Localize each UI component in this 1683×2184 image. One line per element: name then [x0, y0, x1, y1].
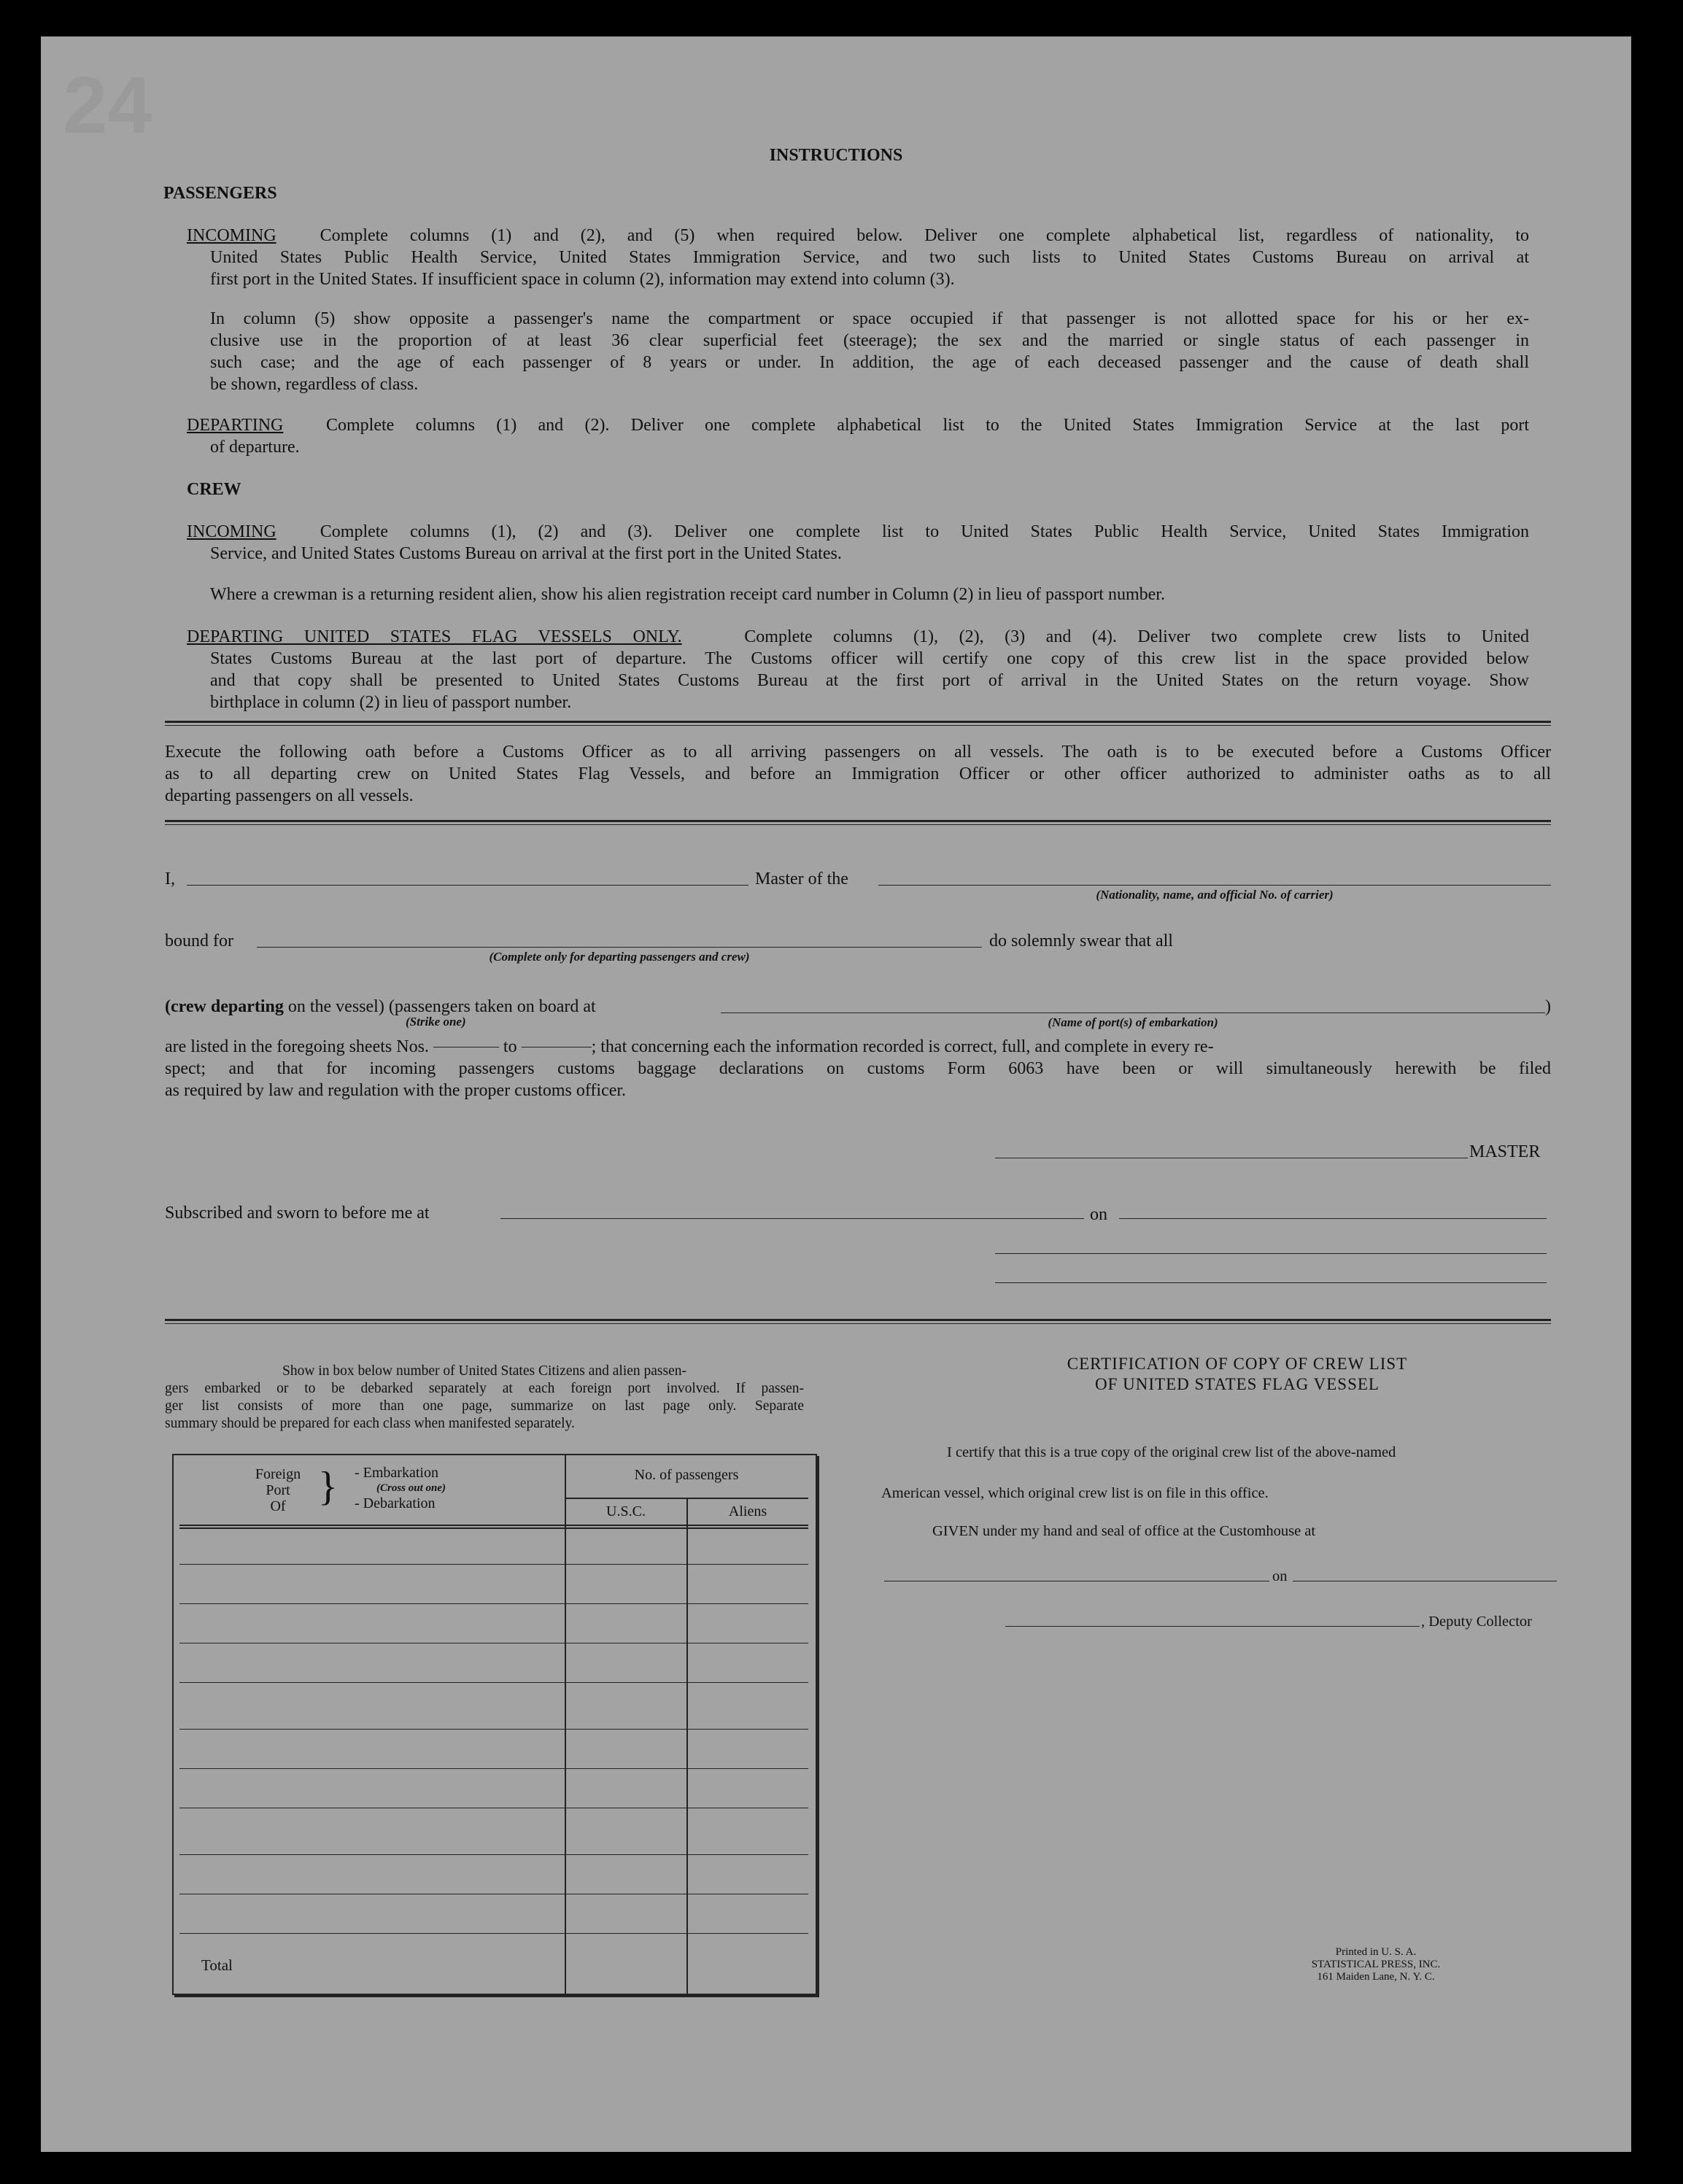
oath-intro-line3: departing passengers on all vessels. [165, 786, 414, 805]
passengers-incoming-label: INCOMING [187, 226, 276, 245]
oath-port-caption: (Name of port(s) of embarkation) [1048, 1015, 1218, 1029]
oath-intro-line1: Execute the following oath before a Customs Officer as to all arriving passengers on all vessels. The oath is to be executed before a Customs Officer [165, 743, 1551, 762]
oath-sheet-to-field[interactable] [522, 1047, 592, 1048]
summary-brace: } [318, 1464, 338, 1509]
summary-row-line [179, 1854, 808, 1855]
summary-instructions-line3: ger list consists of more than one page, summarize on last page only. Separate [165, 1398, 804, 1414]
passengers-col5-block [210, 308, 1529, 395]
master-label: MASTER [1469, 1142, 1541, 1161]
passengers-col5-line4: be shown, regardless of class. [210, 375, 419, 394]
summary-of: Of [270, 1498, 286, 1514]
passengers-incoming-line3: first port in the United States. If insufficient space in column (2), information may extend into column (3). [210, 270, 955, 289]
summary-total-label: Total [201, 1956, 233, 1974]
crew-incoming-label: INCOMING [187, 522, 276, 541]
divider-oath [165, 820, 1551, 825]
passengers-col5-line1: In column (5) show opposite a passenger's name the compartment or space occupied if that passenger is not allotted space for his or her ex- [210, 309, 1529, 328]
summary-row-line [179, 1933, 808, 1934]
deputy-signature-field[interactable] [1005, 1626, 1420, 1627]
oath-close-paren: ) [1545, 997, 1551, 1016]
subscribed-date-field[interactable] [1119, 1218, 1547, 1219]
crew-alien-note: Where a crewman is a returning resident alien, show his alien registration receipt card number in Column (2) in lieu of passport number. [210, 585, 1165, 604]
certification-given: GIVEN under my hand and seal of office at the Customhouse at [932, 1523, 1316, 1539]
printer-imprint [1274, 1946, 1478, 1983]
summary-header-rule-1 [179, 1525, 808, 1526]
divider-bottom [165, 1319, 1551, 1324]
oath-vessel-line [165, 996, 596, 1018]
certification-certify-line2: American vessel, which original crew list is on file in this office. [881, 1485, 1269, 1501]
passengers-incoming-block [187, 225, 1529, 290]
oath-bound-caption: (Complete only for departing passengers and crew) [489, 950, 750, 964]
passengers-col5-line3: such case; and the age of each passenger of 8 years or under. In addition, the age of each deceased passenger and the cause of death shall [210, 353, 1529, 372]
printer-line3: 161 Maiden Lane, N. Y. C. [1317, 1971, 1435, 1983]
summary-instructions-line1: Show in box below number of United States Citizens and alien passen- [282, 1363, 687, 1379]
oath-carrier-field[interactable] [878, 885, 1551, 886]
certification-title [916, 1354, 1558, 1395]
oath-bound-for: bound for [165, 932, 233, 950]
passengers-departing-line2: of departure. [210, 438, 300, 457]
oath-listed-line [165, 1036, 1551, 1058]
subscribed-label: Subscribed and sworn to before me at [165, 1204, 430, 1223]
officer-title-field[interactable] [995, 1282, 1547, 1283]
crew-departing-block [187, 626, 1529, 713]
form-page [41, 36, 1631, 2152]
crew-departing-line2: States Customs Bureau at the last port of departure. The Customs officer will certify one copy of this crew list in the space provided below [210, 649, 1529, 668]
oath-intro [165, 741, 1551, 807]
oath-swear: do solemnly swear that all [989, 932, 1173, 950]
oath-line3: as required by law and regulation with the proper customs officer. [165, 1081, 627, 1100]
oath-listed-a: are listed in the foregoing sheets Nos. [165, 1037, 429, 1056]
crew-departing-line4: birthplace in column (2) in lieu of passport number. [210, 693, 572, 712]
oath-line2: spect; and that for incoming passengers customs baggage declarations on customs Form 6063 have been or will simultaneously herewith be filed [165, 1059, 1551, 1078]
summary-debarkation: - Debarkation [355, 1495, 436, 1511]
summary-embark-debark [355, 1465, 552, 1511]
crew-departing-line3: and that copy shall be presented to United States Customs Bureau at the first port of arrival in the United States on the return voyage. Show [210, 671, 1529, 690]
passengers-departing-line1: Complete columns (1) and (2). Deliver one complete alphabetical list to the United States Immigration Service at the last port [325, 416, 1530, 435]
passengers-departing-block [187, 414, 1529, 458]
certification-on: on [1272, 1568, 1288, 1584]
oath-intro-line2: as to all departing crew on United States Flag Vessels, and before an Immigration Officer or other officer authorized to administer oaths as to all [165, 764, 1551, 783]
summary-row-line [179, 1682, 808, 1683]
certification-title-line1: CERTIFICATION OF COPY OF CREW LIST [1067, 1355, 1408, 1373]
oath-name-field[interactable] [187, 885, 748, 886]
certification-deputy: , Deputy Collector [1421, 1614, 1533, 1630]
oath-on-vessel[interactable]: on the vessel) (passengers taken on board at [287, 997, 596, 1016]
crew-incoming-line2: Service, and United States Customs Bureau on arrival at the first port in the United States. [210, 544, 842, 563]
oath-master-of-the: Master of the [755, 870, 848, 888]
oath-sheet-from-field[interactable] [433, 1047, 499, 1048]
certification-title-line2: OF UNITED STATES FLAG VESSEL [1095, 1375, 1380, 1393]
officer-signature-field[interactable] [995, 1253, 1547, 1254]
summary-embarkation: - Embarkation [355, 1465, 438, 1481]
page-title: INSTRUCTIONS [769, 146, 903, 165]
passengers-heading: PASSENGERS [163, 184, 277, 203]
summary-aliens-header: Aliens [728, 1503, 767, 1519]
oath-listed-to: to [503, 1037, 517, 1056]
oath-carrier-caption: (Nationality, name, and official No. of carrier) [1096, 888, 1334, 902]
oath-listed-b: ; that concerning each the information recorded is correct, full, and complete in every re- [591, 1037, 1214, 1056]
passengers-incoming-line1: Complete columns (1) and (2), and (5) when required below. Deliver one complete alphabetical list, regardless of nationality, to [320, 226, 1530, 245]
summary-instructions [165, 1363, 804, 1433]
oath-strike-caption: (Strike one) [406, 1015, 466, 1029]
oath-i: I, [165, 870, 175, 888]
crew-departing-line1: Complete columns (1), (2), (3) and (4). Deliver two complete crew lists to United [744, 627, 1529, 646]
oath-crew-departing[interactable]: (crew departing [165, 997, 284, 1016]
summary-foreign-port-of [238, 1466, 318, 1514]
summary-row-line [179, 1603, 808, 1604]
summary-row-line [179, 1564, 808, 1565]
passengers-incoming-line2: United States Public Health Service, United States Immigration Service, and two such lists to United States Customs Bureau on arrival at [210, 248, 1529, 267]
passengers-col5-line2: clusive use in the proportion of at least 36 clear superficial feet (steerage); the sex and the married or single status of each passenger in [210, 331, 1529, 350]
summary-row-line [179, 1768, 808, 1769]
corner-mark: 24 [63, 61, 152, 150]
summary-usc-header: U.S.C. [606, 1503, 646, 1519]
summary-cross-out: (Cross out one) [376, 1482, 446, 1494]
certification-certify-line1: I certify that this is a true copy of the original crew list of the above-named [947, 1444, 1396, 1460]
summary-divider-usc [686, 1498, 688, 1994]
summary-box [172, 1454, 817, 1995]
subscribed-on: on [1090, 1205, 1107, 1224]
summary-instructions-line4: summary should be prepared for each class when manifested separately. [165, 1416, 575, 1431]
printer-line2: STATISTICAL PRESS, INC. [1311, 1959, 1441, 1970]
summary-no-passengers: No. of passengers [634, 1467, 739, 1483]
crew-incoming-line1: Complete columns (1), (2) and (3). Deliver one complete list to United States Public Health Service, United States Immigration [320, 522, 1529, 541]
subscribed-place-field[interactable] [500, 1218, 1084, 1219]
crew-departing-label: DEPARTING UNITED STATES FLAG VESSELS ONLY. [187, 627, 682, 646]
divider-top [165, 721, 1551, 726]
passengers-departing-label: DEPARTING [187, 416, 284, 435]
summary-header-rule-2 [179, 1527, 808, 1529]
summary-row-line [179, 1729, 808, 1730]
crew-heading: CREW [187, 480, 241, 499]
oath-bound-field[interactable] [257, 947, 982, 948]
summary-divider-port [565, 1454, 566, 1994]
summary-port: Port [266, 1482, 290, 1498]
summary-header-rule-no [565, 1498, 808, 1499]
crew-incoming-block [187, 521, 1529, 565]
printer-line1: Printed in U. S. A. [1335, 1946, 1417, 1958]
oath-port-field[interactable] [721, 1012, 1545, 1013]
summary-foreign: Foreign [255, 1466, 301, 1482]
summary-instructions-line2: gers embarked or to be debarked separately at each foreign port involved. If passen- [165, 1381, 804, 1396]
